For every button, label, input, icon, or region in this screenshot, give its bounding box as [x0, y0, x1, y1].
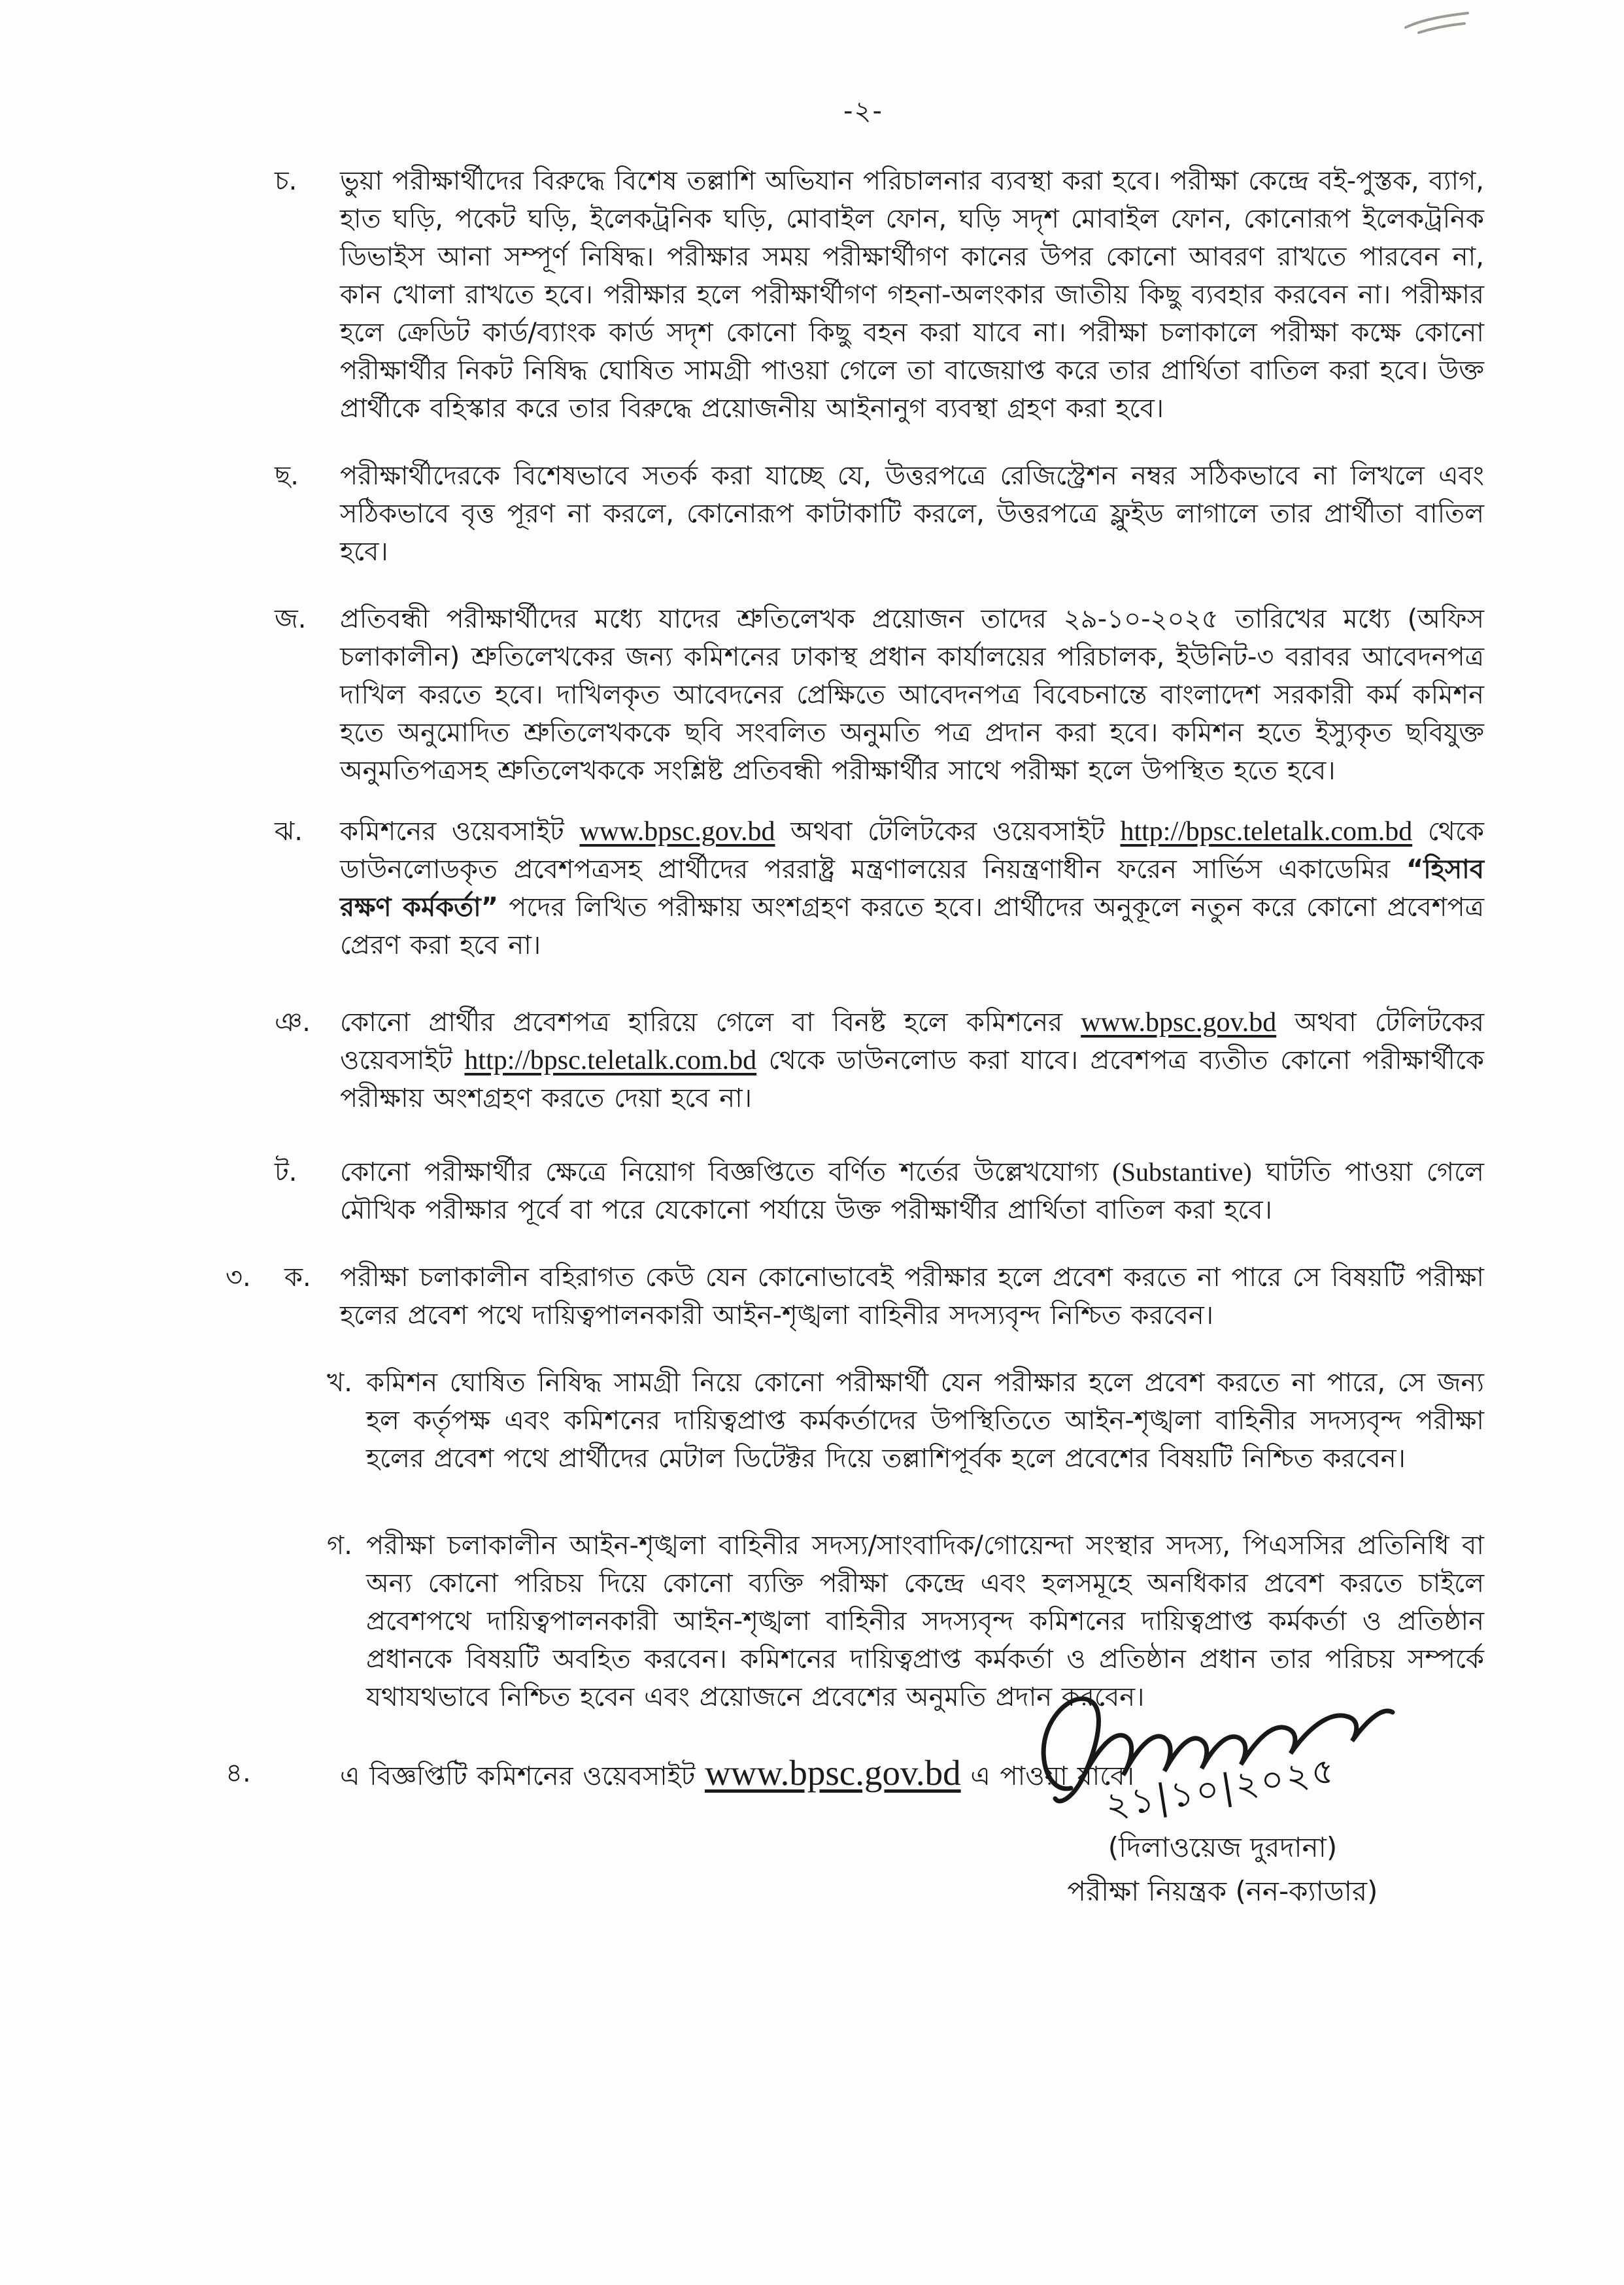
text-segment: থেকে ডাউনলোডকৃত প্রবেশপত্রসহ প্রার্থীদের পররাষ্ট্র মন্ত্রণালয়ের নিয়ন্ত্রণাধীন ফরেন সার্ভিস একাডেমির: [340, 817, 1485, 885]
notice-item-chha: [0, 457, 1624, 571]
url-text[interactable]: www.bpsc.gov.bd: [579, 817, 775, 847]
item-text: [340, 457, 1484, 571]
notice-item-jha: [0, 813, 1624, 964]
signatory-name: (দিলাওয়েজ দুরদানা): [1108, 1831, 1338, 1863]
item-text: [340, 1004, 1484, 1117]
url-text[interactable]: http://bpsc.teletalk.com.bd: [464, 1045, 757, 1075]
section-number: ৪.: [226, 1758, 251, 1788]
text-segment: ঘাটতি পাওয়া গেলে মৌখিক পরীক্ষার পূর্বে বা পরে যেকোনো পর্যায়ে উক্ত পরীক্ষার্থীর প্রার্থিতা বাতিল করা হবে।: [340, 1157, 1484, 1225]
text-segment: অথবা টেলিটকের ওয়েবসাইট: [340, 1007, 1484, 1075]
item-text: [340, 813, 1484, 964]
item-marker: জ.: [275, 604, 307, 634]
item-text: [340, 1259, 1484, 1334]
text-segment: অথবা টেলিটকের ওয়েবসাইট: [775, 817, 1121, 847]
url-text[interactable]: http://bpsc.teletalk.com.bd: [1120, 817, 1413, 847]
text-segment: পরীক্ষার্থীদেরকে বিশেষভাবে সতর্ক করা যাচ্ছে যে, উত্তরপত্রে রেজিস্ট্রেশন নম্বর সঠিকভাবে না লিখলে এবং সঠিকভাবে বৃত্ত পূরণ না করলে, কোনোরূপ কাটাকাটি করলে, উত্তরপত্রে ফ্লুইড লাগালে তার প্রার্থীতা বাতিল হবে।: [340, 461, 1484, 567]
url-text[interactable]: www.bpsc.gov.bd: [705, 1753, 961, 1793]
notice-item-ta: [0, 1153, 1624, 1229]
item-marker: ঝ.: [275, 817, 303, 847]
text-segment: (Substantive): [1112, 1157, 1252, 1187]
signature-block: [994, 1677, 1451, 1912]
item-marker: ট.: [275, 1157, 297, 1187]
item-marker: চ.: [275, 166, 297, 196]
item-marker: ক.: [284, 1262, 311, 1293]
notice-item-cha: [0, 162, 1624, 428]
notice-item-ja: [0, 600, 1624, 790]
page-number: -২-: [843, 96, 883, 126]
text-segment: কোনো পরীক্ষার্থীর ক্ষেত্রে নিয়োগ বিজ্ঞপ্তিতে বর্ণিত শর্তের উল্লেখযোগ্য: [340, 1157, 1113, 1187]
pen-mark-icon: [1399, 7, 1478, 39]
item-marker: ঞ.: [275, 1007, 311, 1038]
text-segment: কমিশন ঘোষিত নিষিদ্ধ সামগ্রী নিয়ে কোনো পরীক্ষার্থী যেন পরীক্ষার হলে প্রবেশ করতে না পারে, সে জন্য হল কর্তৃপক্ষ এবং কমিশনের দায়িত্বপ্রাপ্ত কর্মকর্তাদের উপস্থিতিতে আইন-শৃঙ্খলা বাহিনীর সদস্যবৃন্দ পরীক্ষা হলের প্রবেশ পথে প্রার্থীদের মেটাল ডিটেক্টর দিয়ে তল্লাশিপূর্বক হলে প্রবেশের বিষয়টি নিশ্চিত করবেন।: [366, 1368, 1484, 1474]
text-segment: পদের লিখিত পরীক্ষায় অংশগ্রহণ করতে হবে। প্রার্থীদের অনুকূলে নতুন করে কোনো প্রবেশপত্র প্রেরণ করা হবে না।: [340, 892, 1484, 960]
text-segment: পরীক্ষা চলাকালীন বহিরাগত কেউ যেন কোনোভাবেই পরীক্ষার হলে প্রবেশ করতে না পারে সে বিষয়টি পরীক্ষা হলের প্রবেশ পথে দায়িত্বপালনকারী আইন-শৃঙ্খলা বাহিনীর সদস্যবৃন্দ নিশ্চিত করবেন।: [340, 1262, 1484, 1330]
item-text: [340, 1153, 1484, 1229]
text-segment: কমিশনের ওয়েবসাইট: [340, 817, 580, 847]
notice-body: [0, 162, 1624, 1797]
item-marker: ছ.: [275, 461, 299, 491]
text-segment: পরীক্ষা চলাকালীন আইন-শৃঙ্খলা বাহিনীর সদস্য/সাংবাদিক/গোয়েন্দা সংস্থার সদস্য, পিএসসির প্রতিনিধি বা অন্য কোনো পরিচয় দিয়ে কোনো ব্যক্তি পরীক্ষা কেন্দ্রে এবং হলসমূহে অনধিকার প্রবেশ করতে চাইলে প্রবেশপথে দায়িত্বপালনকারী আইন-শৃঙ্খলা বাহিনীর সদস্যবৃন্দ কমিশনের দায়িত্বপ্রাপ্ত কর্মকর্তা ও প্রতিষ্ঠান প্রধানকে বিষয়টি অবহিত করবেন। কমিশনের দায়িত্বপ্রাপ্ত কর্মকর্তা ও প্রতিষ্ঠান প্রধান তার পরিচয় সম্পর্কে যথাযথভাবে নিশ্চিত হবেন এবং প্রয়োজনে প্রবেশের অনুমতি প্রদান করবেন।: [366, 1531, 1484, 1712]
text-segment: এ পাওয়া যাবে।: [960, 1761, 1134, 1791]
text-segment: কোনো প্রার্থীর প্রবেশপত্র হারিয়ে গেলে বা বিনষ্ট হলে কমিশনের: [340, 1007, 1081, 1038]
text-segment: প্রতিবন্ধী পরীক্ষার্থীদের মধ্যে যাদের শ্রুতিলেখক প্রয়োজন তাদের ২৯-১০-২০২৫ তারিখের মধ্যে (অফিস চলাকালীন) শ্রুতিলেখকের জন্য কমিশনের ঢাকাস্থ প্রধান কার্যালয়ের পরিচালক, ইউনিট-৩ বরাবর আবেদনপত্র দাখিল করতে হবে। দাখিলকৃত আবেদনের প্রেক্ষিতে আবেদনপত্র বিবেচনান্তে বাংলাদেশ সরকারী কর্ম কমিশন হতে অনুমোদিত শ্রুতিলেখককে ছবি সংবলিত অনুমতি পত্র প্রদান করা হবে। কমিশন হতে ইস্যুকৃত ছবিযুক্ত অনুমতিপত্রসহ শ্রুতিলেখককে সংশ্লিষ্ট প্রতিবন্ধী পরীক্ষার্থীর সাথে পরীক্ষা হলে উপস্থিত হতে হবে।: [340, 604, 1484, 786]
text-segment: “হিসাব রক্ষণ কর্মকর্তা”: [340, 855, 1484, 922]
item-marker: গ.: [327, 1531, 352, 1561]
notice-item-3ka: [0, 1259, 1624, 1334]
item-text: [340, 600, 1484, 790]
notice-item-kha: [0, 1364, 1624, 1478]
notice-item-nya: [0, 1004, 1624, 1117]
signatory-title: পরীক্ষা নিয়ন্ত্রক (নন-ক্যাডার): [1067, 1875, 1378, 1907]
item-text: [340, 162, 1484, 428]
section-number: ৩.: [226, 1262, 251, 1293]
text-segment: থেকে ডাউনলোড করা যাবে। প্রবেশপত্র ব্যতীত কোনো পরীক্ষার্থীকে পরীক্ষায় অংশগ্রহণ করতে দেয়া হবে না।: [340, 1045, 1484, 1113]
signature-date: ২১|১০|২০২৫: [1102, 1749, 1340, 1827]
text-segment: এ বিজ্ঞপ্তিটি কমিশনের ওয়েবসাইট: [340, 1761, 705, 1791]
item-text: [366, 1364, 1484, 1478]
url-text[interactable]: www.bpsc.gov.bd: [1081, 1007, 1277, 1038]
item-marker: খ.: [327, 1368, 352, 1398]
text-segment: ভুয়া পরীক্ষার্থীদের বিরুদ্ধে বিশেষ তল্লাশি অভিযান পরিচালনার ব্যবস্থা করা হবে। পরীক্ষা কেন্দ্রে বই-পুস্তক, ব্যাগ, হাত ঘড়ি, পকেট ঘড়ি, ইলেকট্রনিক ঘড়ি, মোবাইল ফোন, ঘড়ি সদৃশ মোবাইল ফোন, কোনোরূপ ইলেকট্রনিক ডিভাইস আনা সম্পূর্ণ নিষিদ্ধ। পরীক্ষার সময় পরীক্ষার্থীগণ কানের উপর কোনো আবরণ রাখতে পারবেন না, কান খোলা রাখতে হবে। পরীক্ষার হলে পরীক্ষার্থীগণ গহনা-অলংকার জাতীয় কিছু ব্যবহার করবেন না। পরীক্ষার হলে ক্রেডিট কার্ড/ব্যাংক কার্ড সদৃশ কোনো কিছু বহন করা যাবে না। পরীক্ষা চলাকালে পরীক্ষা কক্ষে কোনো পরীক্ষার্থীর নিকট নিষিদ্ধ ঘোষিত সামগ্রী পাওয়া গেলে তা বাজেয়াপ্ত করে তার প্রার্থিতা বাতিল করা হবে। উক্ত প্রার্থীকে বহিস্কার করে তার বিরুদ্ধে প্রয়োজনীয় আইনানুগ ব্যবস্থা গ্রহণ করা হবে।: [340, 166, 1484, 424]
